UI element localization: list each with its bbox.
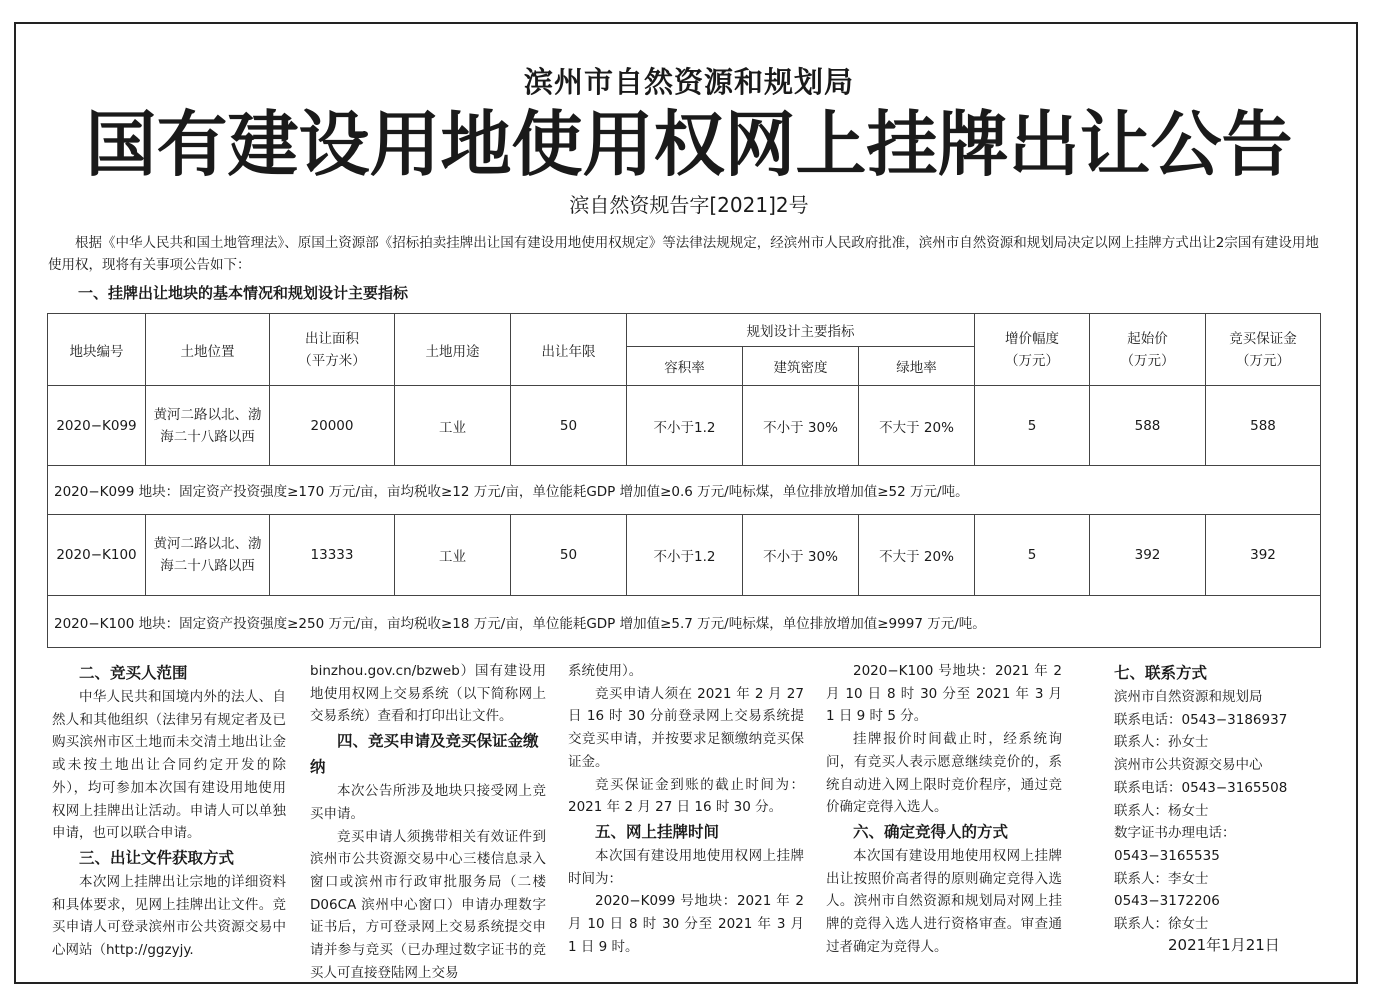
cell-increment: 5 xyxy=(975,515,1090,596)
cell-note: 2020−K099 地块：固定资产投资强度≥170 万元/亩，亩均税收≥12 万元/亩，单位能耗GDP 增加值≥0.6 万元/吨标煤，单位排放增加值≥52 万元/吨。 xyxy=(48,466,1321,515)
section-2-text: 中华人民共和国境内外的法人、自然人和其他组织（法律另有规定者及已购买滨州市区土地而未交清土地出让金或未按土地出让合同约定开发的除外），均可参加本次国有建设用地使用权网上挂牌出让活动。申请人可以单独申请，也可以联合申请。 xyxy=(52,689,286,842)
announcement-title: 国有建设用地使用权网上挂牌出让公告 xyxy=(85,103,1293,186)
contact-line: 数字证书办理电话： xyxy=(1114,825,1236,842)
section-5-para-3: 2020−K100 号地块：2021 年 2 月 10 日 8 时 30 分至 2021 年 3 月 1 日 9 时 5 分。 xyxy=(826,663,1062,725)
cell-location: 黄河二路以北、渤海二十八路以西 xyxy=(146,386,270,466)
contact-line: 联系人：李女士 xyxy=(1114,870,1209,887)
header-planning: 规划设计主要指标 xyxy=(627,314,975,347)
table-note-row xyxy=(48,466,1321,515)
contact-line: 联系人：孙女士 xyxy=(1114,734,1209,751)
section-4-title: 四、竞买申请及竞买保证金缴纳 xyxy=(310,732,539,777)
cell-parcel-no: 2020−K100 xyxy=(48,515,146,596)
cell-green: 不大于 20% xyxy=(859,386,975,466)
section-5-para-2: 2020−K099 号地块：2021 年 2 月 10 日 8 时 30 分至 2021 年 3 月 1 日 9 时。 xyxy=(568,893,804,955)
header-area: 出让面积 （平方米） xyxy=(270,314,395,386)
section-1-title: 一、挂牌出让地块的基本情况和规划设计主要指标 xyxy=(78,284,409,302)
table-row xyxy=(48,386,1321,466)
intro-paragraph: 根据《中华人民共和国土地管理法》、原国土资源部《招标拍卖挂牌出让国有建设用地使用权规定》等法律法规规定，经滨州市人民政府批准，滨州市自然资源和规划局决定以网上挂牌方式出让2宗国有建设用地使用权，现将有关事项公告如下： xyxy=(48,235,1319,273)
header-location: 土地位置 xyxy=(146,314,270,386)
section-6-text: 本次国有建设用地使用权网上挂牌出让按照价高者得的原则确定竞得入选人。滨州市自然资源和规划局对网上挂牌的竞得入选人进行资格审查。审查通过者确定为竞得人。 xyxy=(826,847,1062,955)
contact-line: 联系人：徐女士 xyxy=(1114,916,1209,933)
cell-start-price: 392 xyxy=(1090,515,1206,596)
header-increment: 增价幅度 （万元） xyxy=(975,314,1090,386)
section-4-para-3: 竞买申请人须在 2021 年 2 月 27 日 16 时 30 分前登录网上交易系统提交竞买申请，并按要求足额缴纳竞买保证金。 xyxy=(568,685,804,770)
section-4-para-2: 竞买申请人须携带相关有效证件到滨州市公共资源交易中心三楼信息录入窗口或滨州市行政审批服务局（二楼 D06CA 滨州中心窗口）申请办理数字证书后，方可登录网上交易系统提交申请并参与竞买（已办理过数字证书的竞买人可直接登陆网上交易 xyxy=(310,828,546,981)
cell-area: 20000 xyxy=(270,386,395,466)
header-start-price: 起始价 （万元） xyxy=(1090,314,1206,386)
cell-term: 50 xyxy=(511,386,627,466)
header-far: 容积率 xyxy=(627,347,743,386)
section-6-title: 六、确定竞得人的方式 xyxy=(853,822,1009,841)
cell-deposit: 392 xyxy=(1206,515,1321,596)
cell-deposit: 588 xyxy=(1206,386,1321,466)
cell-increment: 5 xyxy=(975,386,1090,466)
cell-note: 2020−K100 地块：固定资产投资强度≥250 万元/亩，亩均税收≥18 万元/亩，单位能耗GDP 增加值≥5.7 万元/吨标煤，单位排放增加值≥9997 万元/吨。 xyxy=(48,596,1321,648)
section-3-continued: binzhou.gov.cn/bzweb）国有建设用地使用权网上交易系统（以下简称网上交易系统）查看和打印出让文件。 xyxy=(310,663,546,725)
cell-use: 工业 xyxy=(395,386,511,466)
column-2 xyxy=(310,660,546,984)
contact-line: 联系电话：0543−3165508 xyxy=(1114,779,1288,796)
section-2-title: 二、竞买人范围 xyxy=(79,664,188,682)
contact-line: 滨州市公共资源交易中心 xyxy=(1114,757,1263,774)
section-5-para-4: 挂牌报价时间截止时，经系统询问，有竞买人表示愿意继续竞价的，系统自动进入网上限时竞价程序，通过竞价确定竞得入选人。 xyxy=(826,731,1062,816)
table-row xyxy=(48,515,1321,596)
column-3 xyxy=(568,660,804,958)
cell-term: 50 xyxy=(511,515,627,596)
section-5-title: 五、网上挂牌时间 xyxy=(595,822,720,841)
contact-line: 滨州市自然资源和规划局 xyxy=(1114,689,1263,705)
section-4-para-4: 竞买保证金到账的截止时间为：2021 年 2 月 27 日 16 时 30 分。 xyxy=(568,776,804,816)
column-1 xyxy=(52,660,286,962)
document-number: 滨自然资规告字[2021]2号 xyxy=(569,193,809,217)
agency-name: 滨州市自然资源和规划局 xyxy=(523,65,854,99)
cell-green: 不大于 20% xyxy=(859,515,975,596)
cell-start-price: 588 xyxy=(1090,386,1206,466)
contact-line: 0543−3172206 xyxy=(1114,893,1220,910)
cell-density: 不小于 30% xyxy=(743,515,859,596)
parcel-table xyxy=(47,313,1321,648)
section-4-continued: 系统使用）。 xyxy=(568,663,643,679)
cell-area: 13333 xyxy=(270,515,395,596)
cell-use: 工业 xyxy=(395,515,511,596)
cell-location: 黄河二路以北、渤海二十八路以西 xyxy=(146,515,270,596)
column-5 xyxy=(1114,660,1324,936)
cell-density: 不小于 30% xyxy=(743,386,859,466)
contact-line: 联系电话：0543−3186937 xyxy=(1114,711,1288,728)
section-4-para-1: 本次公告所涉及地块只接受网上竞买申请。 xyxy=(310,783,546,822)
header-density: 建筑密度 xyxy=(743,347,859,386)
cell-far: 不小于1.2 xyxy=(627,386,743,466)
section-3-title: 三、出让文件获取方式 xyxy=(79,848,235,867)
section-5-para-1: 本次国有建设用地使用权网上挂牌时间为： xyxy=(568,847,804,887)
header-parcel-no: 地块编号 xyxy=(48,314,146,386)
contact-line: 0543−3165535 xyxy=(1114,847,1220,864)
announcement-date: 2021年1月21日 xyxy=(1168,936,1280,954)
header-term: 出让年限 xyxy=(511,314,627,386)
section-7-title: 七、联系方式 xyxy=(1114,664,1208,682)
column-4 xyxy=(826,660,1062,958)
section-3-text: 本次网上挂牌出让宗地的详细资料和具体要求，见网上挂牌出让文件。竞买申请人可登录滨州市公共资源交易中心网站（http://ggzyjy. xyxy=(52,873,286,959)
cell-parcel-no: 2020−K099 xyxy=(48,386,146,466)
table-note-row xyxy=(48,596,1321,648)
cell-far: 不小于1.2 xyxy=(627,515,743,596)
header-deposit: 竞买保证金 （万元） xyxy=(1206,314,1321,386)
header-green: 绿地率 xyxy=(859,347,975,386)
contact-line: 联系人：杨女士 xyxy=(1114,802,1209,819)
header-use: 土地用途 xyxy=(395,314,511,386)
